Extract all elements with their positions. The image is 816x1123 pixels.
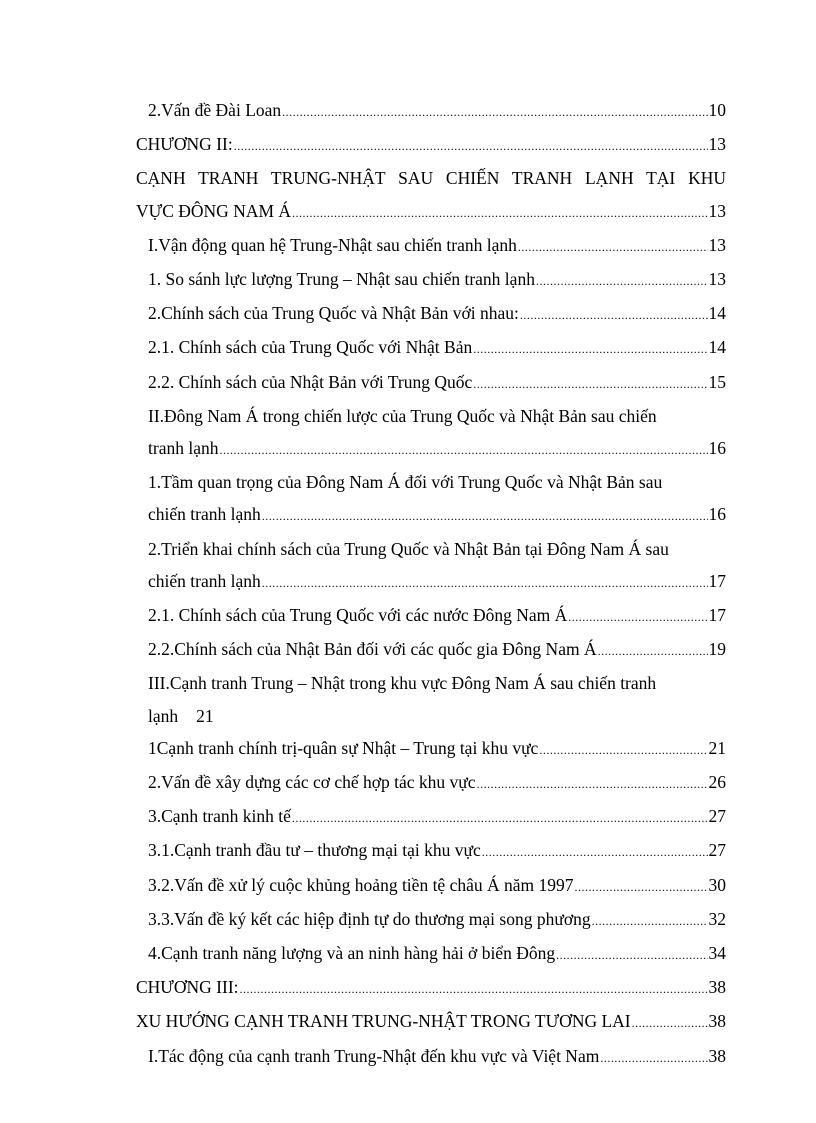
toc-dot-leader — [292, 802, 708, 834]
toc-entry-text: chiến tranh lạnh — [148, 504, 261, 525]
toc-dot-leader — [520, 299, 708, 331]
toc-page-number: 21 — [196, 705, 214, 726]
toc-dot-leader — [518, 231, 708, 263]
toc-page-number: 17 — [708, 570, 726, 591]
toc-page-number: 32 — [708, 908, 726, 929]
toc-entry[interactable] — [136, 1040, 726, 1074]
toc-entry[interactable] — [136, 633, 726, 667]
toc-entry[interactable] — [136, 732, 726, 766]
toc-entry[interactable] — [136, 599, 726, 633]
toc-entry-text: CHƯƠNG III: — [136, 977, 239, 998]
toc-entry-text: CẠNH TRANH TRUNG-NHẬT SAU CHIẾN TRANH LẠNH TẠI KHU — [136, 168, 726, 189]
toc-entry[interactable] — [136, 565, 726, 599]
toc-page-number: 14 — [708, 337, 726, 358]
toc-dot-leader — [539, 734, 707, 766]
toc-page-number: 26 — [708, 772, 726, 793]
toc-entry-text: 2.1. Chính sách của Trung Quốc với các nước Đông Nam Á — [148, 605, 568, 626]
toc-entry[interactable] — [136, 331, 726, 365]
toc-entry-text: 2.Chính sách của Trung Quốc và Nhật Bản với nhau: — [148, 303, 519, 324]
toc-dot-leader — [234, 130, 708, 162]
toc-page-number: 30 — [708, 874, 726, 895]
toc-entry-text: tranh lạnh — [148, 438, 219, 459]
toc-page-number: 38 — [708, 1045, 726, 1066]
toc-entry-text: 2.2. Chính sách của Nhật Bản với Trung Quốc — [148, 371, 473, 392]
toc-page-number: 13 — [708, 134, 726, 155]
toc-entry-text: 1Cạnh tranh chính trị-quân sự Nhật – Trung tại khu vực — [148, 737, 539, 758]
toc-entry-text: 1. So sánh lực lượng Trung – Nhật sau chiến tranh lạnh — [148, 269, 535, 290]
toc-dot-leader — [292, 197, 707, 229]
toc-page-number: 13 — [708, 200, 726, 221]
toc-dot-leader — [219, 434, 707, 466]
toc-page-number: 38 — [708, 977, 726, 998]
toc-page-number: 38 — [708, 1011, 726, 1032]
toc-dot-leader — [482, 836, 708, 868]
toc-entry-text: II.Đông Nam Á trong chiến lược của Trung Quốc và Nhật Bản sau chiến — [148, 405, 657, 426]
toc-entry[interactable] — [136, 366, 726, 400]
toc-entry-text: I.Tác động của cạnh tranh Trung-Nhật đến khu vực và Việt Nam — [148, 1045, 600, 1066]
toc-dot-leader — [240, 973, 708, 1005]
toc-entry[interactable] — [136, 903, 726, 937]
toc-entry-heading-line — [136, 400, 726, 432]
toc-page-number: 15 — [708, 371, 726, 392]
toc-entry-text: 3.Cạnh tranh kinh tế — [148, 806, 291, 827]
toc-dot-leader — [477, 768, 708, 800]
toc-entry[interactable] — [136, 766, 726, 800]
toc-entry[interactable] — [136, 700, 726, 732]
toc-page-number: 34 — [708, 943, 726, 964]
toc-entry-text: chiến tranh lạnh — [148, 570, 261, 591]
toc-dot-leader — [282, 96, 707, 128]
toc-entry-heading-line — [136, 667, 726, 699]
toc-dot-leader — [262, 567, 708, 599]
toc-page-number: 16 — [708, 504, 726, 525]
toc-dot-leader — [556, 939, 707, 971]
toc-dot-leader — [592, 905, 708, 937]
toc-dot-leader — [473, 368, 707, 400]
toc-entry[interactable] — [136, 195, 726, 229]
toc-entry-text: 2.Triển khai chính sách của Trung Quốc và Nhật Bản tại Đông Nam Á sau — [148, 538, 669, 559]
toc-entry-text: 3.3.Vấn đề ký kết các hiệp định tự do thương mại song phương — [148, 908, 591, 929]
toc-entry-text: 2.1. Chính sách của Trung Quốc với Nhật Bản — [148, 337, 473, 358]
toc-entry-text: VỰC ĐÔNG NAM Á — [136, 200, 292, 221]
toc-dot-leader — [473, 333, 707, 365]
toc-entry[interactable] — [136, 834, 726, 868]
toc-entry-text: 3.2.Vấn đề xử lý cuộc khủng hoảng tiền tệ châu Á năm 1997 — [148, 874, 574, 895]
toc-page-number: 10 — [708, 100, 726, 120]
toc-page-number: 14 — [708, 303, 726, 324]
toc-entry-text: XU HƯỚNG CẠNH TRANH TRUNG-NHẬT TRONG TƯƠNG LAI — [136, 1011, 631, 1032]
toc-entry-text: 2.Vấn đề Đài Loan — [148, 100, 282, 120]
toc-entry[interactable] — [136, 971, 726, 1005]
toc-entry[interactable] — [136, 937, 726, 971]
toc-page-number: 27 — [708, 806, 726, 827]
toc-page-number: 21 — [708, 737, 726, 758]
toc-entry-heading-line — [136, 162, 726, 194]
toc-entry[interactable] — [136, 297, 726, 331]
toc-page-number: 27 — [708, 840, 726, 861]
toc-dot-leader — [262, 500, 708, 532]
toc-entry-text: 2.2.Chính sách của Nhật Bản đối với các quốc gia Đông Nam Á — [148, 639, 597, 660]
toc-entry-text: 2.Vấn đề xây dựng các cơ chế hợp tác khu vực — [148, 772, 476, 793]
toc-entry[interactable] — [136, 128, 726, 162]
toc-entry-text: I.Vận động quan hệ Trung-Nhật sau chiến tranh lạnh — [148, 234, 517, 255]
toc-entry[interactable] — [136, 229, 726, 263]
toc-entry-heading-line — [136, 533, 726, 565]
toc-dot-leader — [600, 1042, 707, 1074]
toc-dot-leader — [598, 635, 708, 667]
toc-dot-leader — [632, 1007, 708, 1039]
toc-entry-text: III.Cạnh tranh Trung – Nhật trong khu vực Đông Nam Á sau chiến tranh — [148, 673, 657, 694]
toc-entry-text: 1.Tầm quan trọng của Đông Nam Á đối với Trung Quốc và Nhật Bản sau — [148, 472, 663, 493]
toc-page-number: 17 — [708, 605, 726, 626]
toc-entry[interactable] — [136, 498, 726, 532]
toc-entry[interactable] — [136, 869, 726, 903]
toc-page-number: 19 — [708, 639, 726, 660]
toc-entry-text: CHƯƠNG II: — [136, 134, 233, 155]
toc-dot-leader — [575, 871, 708, 903]
toc-entry[interactable] — [136, 800, 726, 834]
table-of-contents — [136, 94, 726, 1074]
toc-dot-leader — [536, 265, 708, 297]
toc-entry[interactable] — [136, 432, 726, 466]
toc-entry-text: lạnh — [148, 705, 179, 726]
toc-entry[interactable] — [136, 94, 726, 128]
toc-entry-text: 4.Cạnh tranh năng lượng và an ninh hàng hải ở biển Đông — [148, 943, 556, 964]
toc-page-number: 13 — [708, 234, 726, 255]
toc-entry-heading-line — [136, 466, 726, 498]
toc-entry-text: 3.1.Cạnh tranh đầu tư – thương mại tại khu vực — [148, 840, 481, 861]
toc-entry[interactable] — [136, 263, 726, 297]
toc-entry[interactable] — [136, 1005, 726, 1039]
toc-page-number: 16 — [708, 438, 726, 459]
toc-dot-leader — [568, 601, 707, 633]
toc-page-number: 13 — [708, 269, 726, 290]
